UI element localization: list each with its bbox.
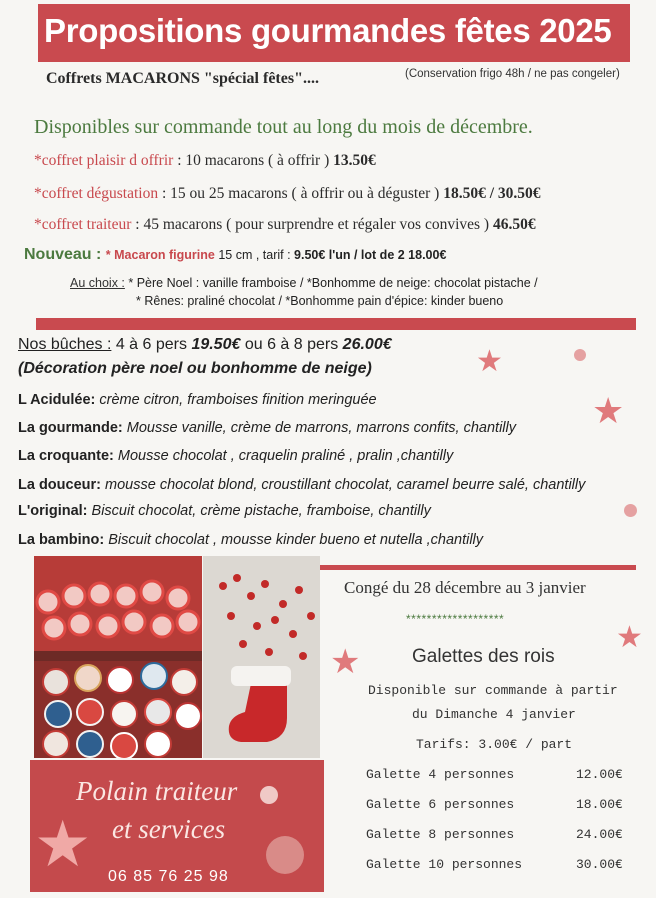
conservation-note: (Conservation frigo 48h / ne pas congeler) (405, 68, 620, 80)
nouveau-star: * (105, 248, 115, 262)
galette-name: Galette 6 personnes (366, 797, 515, 812)
buche-desc: Biscuit chocolat , mousse kinder bueno et nutella ,chantilly (104, 532, 484, 548)
business-name-line2: et services (112, 814, 226, 844)
page-title: Propositions gourmandes fêtes 2025 (44, 12, 612, 49)
star-icon: ★ (34, 808, 92, 880)
choix-options-2: * Rênes: praliné chocolat / *Bonhomme pain d'épice: kinder bueno (136, 294, 504, 308)
buches-price2: 26.00€ (342, 336, 392, 353)
buche-desc: Biscuit chocolat, crème pistache, framboise, chantilly (87, 503, 431, 519)
galette-price: 24.00€ (576, 827, 623, 842)
section-divider (36, 318, 636, 330)
buche-desc: mousse chocolat blond, croustillant chocolat, caramel beurre salé, chantilly (100, 477, 586, 493)
buche-item (18, 477, 585, 493)
star-icon: ★ (592, 390, 625, 431)
holiday-notice: Congé du 28 décembre au 3 janvier (344, 578, 586, 597)
nouveau-name: Macaron figurine (114, 248, 215, 262)
buche-item (18, 448, 453, 464)
dot-decoration (574, 349, 586, 361)
buches-label: Nos bûches : (18, 336, 112, 353)
buche-item (18, 503, 431, 519)
dot-decoration (266, 836, 304, 874)
section-line (320, 565, 636, 570)
galette-price: 18.00€ (576, 797, 623, 812)
christmas-stocking-photo (203, 556, 320, 758)
dot-decoration (260, 786, 278, 804)
choix-line-1 (70, 276, 538, 290)
buches-decoration: (Décoration père noel ou bonhomme de neige) (18, 360, 372, 377)
buche-name: La croquante: (18, 448, 114, 464)
galette-name: Galette 8 personnes (366, 827, 515, 842)
macarons-availability: Disponibles sur commande tout au long du mois de décembre. (34, 116, 533, 138)
buche-name: La bambino: (18, 532, 105, 548)
offer-price: 18.50€ / 30.50€ (443, 185, 541, 202)
galette-price: 30.00€ (576, 857, 623, 872)
galettes-availability-2: du Dimanche 4 janvier (412, 707, 576, 722)
buche-name: La gourmande: (18, 420, 123, 436)
buches-heading (18, 336, 392, 354)
offer-line (34, 185, 541, 203)
galette-price: 12.00€ (576, 767, 623, 782)
offer-line (34, 216, 536, 234)
galettes-tarifs: Tarifs: 3.00€ / part (416, 737, 573, 752)
buche-name: L'original: (18, 503, 88, 519)
star-icon: ★ (330, 643, 361, 681)
buche-desc: Mousse vanille, crème de marrons, marrons confits, chantilly (122, 420, 516, 436)
offer-desc: : 15 ou 25 macarons ( à offrir ou à déguster ) (158, 185, 444, 202)
offer-line (34, 152, 376, 170)
nouveau-line (24, 246, 446, 264)
offer-price: 13.50€ (333, 152, 376, 169)
buches-text2: ou 6 à 8 pers (240, 336, 343, 353)
offer-desc: : 10 macarons ( à offrir ) (173, 152, 334, 169)
macarons-photo (34, 556, 202, 758)
buche-desc: Mousse chocolat , craquelin praliné , pralin ,chantilly (113, 448, 454, 464)
star-icon: ★ (616, 621, 643, 654)
dot-decoration (624, 504, 637, 517)
buche-item (18, 392, 377, 408)
buche-name: La douceur: (18, 477, 101, 493)
buche-item (18, 532, 483, 548)
nouveau-size: 15 cm , tarif : (214, 248, 295, 262)
nouveau-price: 9.50€ l'un / lot de 2 18.00€ (294, 248, 447, 262)
offer-desc: : 45 macarons ( pour surprendre et régaler vos convives ) (131, 216, 493, 233)
buche-item (18, 420, 516, 436)
galettes-availability-1: Disponible sur commande à partir (368, 683, 618, 698)
offer-name: *coffret traiteur (34, 216, 132, 233)
choix-label: Au choix : (70, 276, 125, 290)
nouveau-label: Nouveau : (24, 246, 106, 263)
offer-name: *coffret dégustation (34, 185, 159, 202)
separator-stars: ******************* (406, 612, 505, 626)
galette-name: Galette 10 personnes (366, 857, 523, 872)
buches-price1: 19.50€ (191, 336, 241, 353)
phone-number: 06 85 76 25 98 (108, 868, 229, 885)
star-icon: ★ (476, 345, 503, 378)
buche-desc: crème citron, framboises finition meringuée (95, 392, 377, 408)
buches-text1: 4 à 6 pers (111, 336, 192, 353)
business-name-line1: Polain traiteur (76, 776, 238, 806)
choix-options-1: * Père Noel : vanille framboise / *Bonhomme de neige: chocolat pistache / (124, 276, 538, 290)
offer-price: 46.50€ (492, 216, 536, 233)
galettes-heading: Galettes des rois (412, 646, 555, 667)
galette-name: Galette 4 personnes (366, 767, 515, 782)
buche-name: L Acidulée: (18, 392, 96, 408)
macarons-heading: Coffrets MACARONS "spécial fêtes".... (46, 70, 319, 87)
offer-name: *coffret plaisir d offrir (34, 152, 174, 169)
